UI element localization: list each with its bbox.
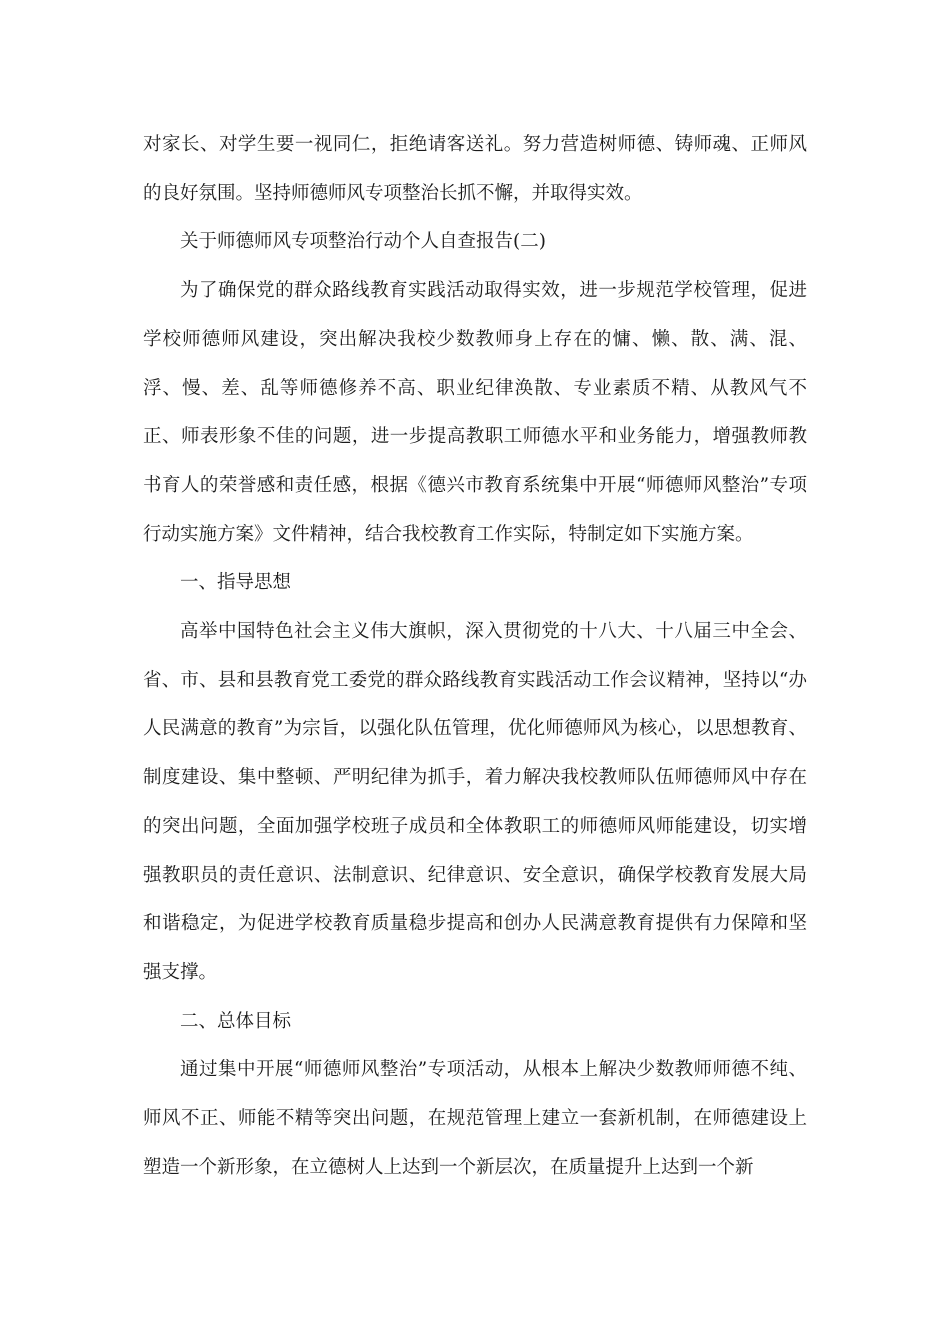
- paragraph-continuation: 对家长、对学生要一视同仁，拒绝请客送礼。努力营造树师德、铸师魂、正师风的良好氛围。坚持师德师风专项整治长抓不懈，并取得实效。: [143, 134, 807, 204]
- section-heading-overall-goals: 二、总体目标: [180, 1010, 292, 1032]
- paragraph-overall-goals: 通过集中开展“师德师风整治”专项活动，从根本上解决少数教师师德不纯、师风不正、师能不精等突出问题，在规范管理上建立一套新机制，在师德建设上塑造一个新形象，在立德树人上达到一个新层次，在质量提升上达到一个新: [143, 1059, 807, 1178]
- section-heading-guiding-ideology: 一、指导思想: [180, 572, 292, 594]
- report-title: 关于师德师风专项整治行动个人自查报告(二): [180, 231, 546, 253]
- paragraph-intro: 为了确保党的群众路线教育实践活动取得实效，进一步规范学校管理，促进学校师德师风建设，突出解决我校少数教师身上存在的慵、懒、散、满、混、浮、慢、差、乱等师德修养不高、职业纪律涣散、专业素质不精、从教风气不正、师表形象不佳的问题，进一步提高教职工师德水平和业务能力，增强教师教书育人的荣誉感和责任感，根据《德兴市教育系统集中开展“师德师风整治”专项行动实施方案》文件精神，结合我校教育工作实际，特制定如下实施方案。: [143, 280, 807, 545]
- paragraph-guiding-ideology: 高举中国特色社会主义伟大旗帜，深入贯彻党的十八大、十八届三中全会、省、市、县和县教育党工委党的群众路线教育实践活动工作会议精神，坚持以“办人民满意的教育”为宗旨，以强化队伍管理，优化师德师风为核心，以思想教育、制度建设、集中整顿、严明纪律为抓手，着力解决我校教师队伍师德师风中存在的突出问题，全面加强学校班子成员和全体教职工的师德师风师能建设，切实增强教职员的责任意识、法制意识、纪律意识、安全意识，确保学校教育发展大局和谐稳定，为促进学校教育质量稳步提高和创办人民满意教育提供有力保障和坚强支撑。: [143, 621, 807, 983]
- document-body: [143, 121, 807, 1192]
